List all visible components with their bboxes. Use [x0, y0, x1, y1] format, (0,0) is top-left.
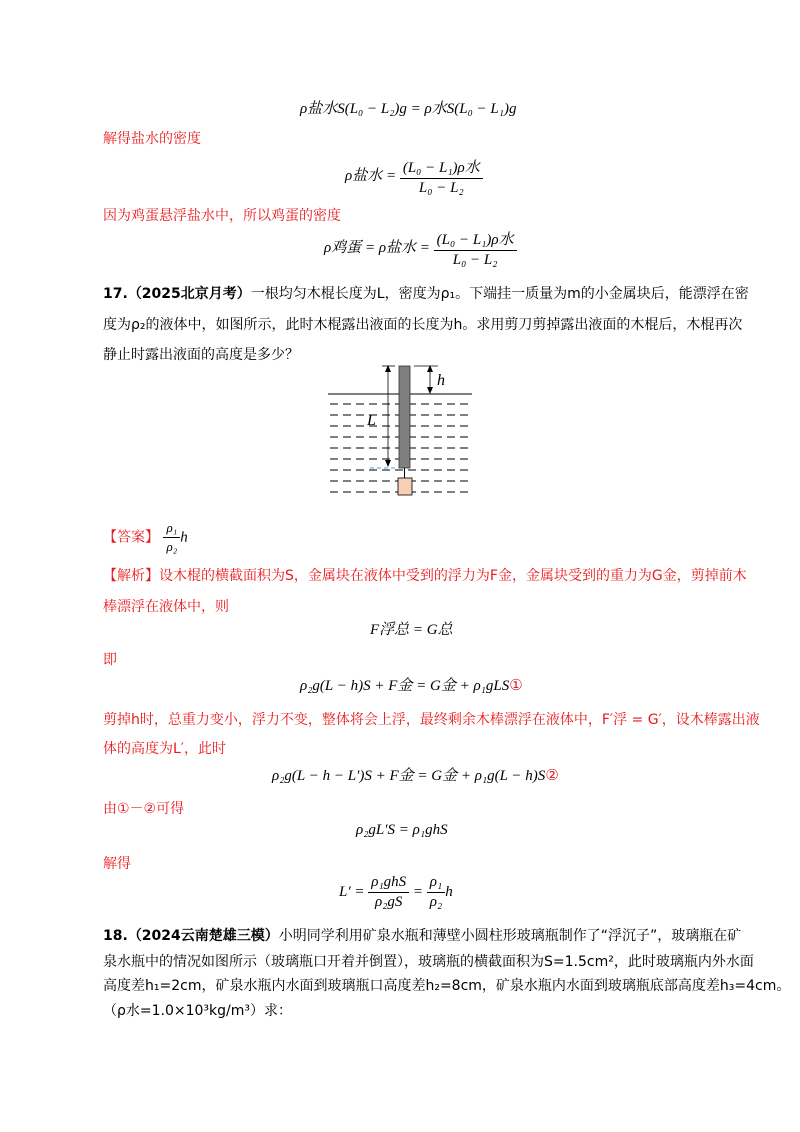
question-17-number: 17.	[103, 286, 128, 302]
answer-variable: h	[180, 529, 188, 546]
floating-stick-figure	[320, 360, 480, 500]
equation-buoyancy-balance: ρ盐水S(L₀ − L₂)g = ρ水S(L₀ − L₁)g	[300, 101, 517, 117]
equation-2-marker: ②	[545, 766, 559, 784]
question-18-line-1	[103, 925, 741, 945]
answer-tag: 【答案】	[103, 529, 159, 546]
question-17-text: 一根均匀木棍长度为L，密度为ρ₁。下端挂一质量为m的小金属块后，能漂浮在密	[250, 286, 749, 302]
equation-3: ρ₂gL′S = ρ₁ghS	[356, 822, 448, 838]
equation-2-text: ρ₂g(L − h − L′)S + F金 = G金 + ρ₁g(L − h)S	[272, 768, 546, 784]
question-18-source: （2024云南楚雄三模）	[127, 928, 279, 944]
analysis-ji: 即	[103, 652, 117, 668]
equation-1-marker: ①	[509, 676, 523, 694]
equation-1	[300, 674, 523, 695]
question-18-line-4: （ρ水=1.0×10³kg/m³）求：	[103, 1003, 292, 1019]
question-17-line-3: 静止时露出液面的高度是多少？	[103, 347, 299, 363]
equation-egg-density	[324, 228, 517, 269]
result-denominator-2: ρ₂	[429, 894, 443, 910]
answer-fraction	[163, 520, 180, 555]
eq2-fraction	[400, 156, 483, 197]
analysis-line-1	[103, 565, 747, 585]
answer-numerator: ρ₁	[163, 520, 180, 538]
analysis-line-5: 由①－②可得	[103, 801, 185, 817]
equation-2	[272, 764, 559, 785]
analysis-tag: 【解析】	[103, 568, 159, 584]
figure-label-h: h	[437, 372, 445, 389]
question-17-source: （2025北京月考）	[127, 286, 251, 302]
eq3-lhs: ρ鸡蛋 = ρ盐水 =	[324, 239, 430, 256]
equation-1-text: ρ₂g(L − h)S + F金 = G金 + ρ₁gLS	[300, 678, 510, 694]
eq2-numerator: (L₀ − L₁)ρ水	[400, 156, 483, 179]
analysis-line-3: 剪掉h时，总重力变小，浮力不变，整体将会上浮，最终剩余木棒漂浮在液体中，F′浮 = G′，设木棒露出液	[103, 712, 760, 728]
eq2-denominator: L₀ − L₂	[418, 180, 464, 196]
result-lhs: L′ =	[339, 883, 365, 900]
figure-label-L: L	[367, 412, 376, 429]
wooden-stick	[399, 366, 410, 468]
result-denominator-1: ρ₂gS	[375, 894, 403, 910]
metal-block	[398, 478, 412, 495]
question-18-text: 小明同学利用矿泉水瓶和薄壁小圆柱形玻璃瓶制作了“浮沉子”，玻璃瓶在矿	[278, 928, 742, 944]
analysis-text-1: 设木棍的横截面积为S，金属块在液体中受到的浮力为F金，金属块受到的重力为G金，剪掉前木	[159, 568, 747, 584]
eq3-denominator: L₀ − L₂	[452, 252, 498, 268]
result-fraction-1	[368, 874, 409, 911]
result-numerator-1: ρ₁ghS	[368, 874, 409, 893]
analysis-line-6: 解得	[103, 856, 131, 872]
eq3-numerator: (L₀ − L₁)ρ水	[434, 228, 517, 251]
equation-salt-water-density	[345, 156, 483, 197]
question-18-number: 18.	[103, 928, 128, 944]
eq2-lhs: ρ盐水 =	[345, 167, 397, 184]
eq3-fraction	[434, 228, 517, 269]
result-numerator-2: ρ₁	[427, 874, 445, 893]
analysis-line-4: 体的高度为L′，此时	[103, 741, 226, 757]
equation-float-total: F浮总 = G总	[370, 622, 453, 638]
result-variable: h	[445, 883, 453, 900]
question-18-line-2: 泉水瓶中的情况如图所示（玻璃瓶口开着并倒置），玻璃瓶的横截面积为S=1.5cm²，此时玻璃瓶内外水面	[103, 954, 754, 970]
answer-line	[103, 520, 188, 555]
analysis-line-2: 棒漂浮在液体中，则	[103, 599, 229, 615]
equation-result: L′ = $\frac{\text{ρ₁ghS}}{\text{ρ₂gS}}$ = $\frac{\text{ρ₁}}{\text{ρ₂}}$ h	[339, 874, 453, 910]
question-17-line-2: 度为ρ₂的液体中，如图所示，此时木棍露出液面的长度为h。求用剪刀剪掉露出液面的木棍后，木棍再次	[103, 317, 743, 333]
answer-denominator: ρ₂	[166, 539, 178, 554]
question-17-line-1	[103, 283, 749, 303]
question-18-line-3: 高度差h₁=2cm，矿泉水瓶内水面到玻璃瓶口高度差h₂=8cm，矿泉水瓶内水面到玻璃瓶底部高度差h₃=4cm。	[103, 978, 791, 994]
result-fraction-2	[427, 874, 445, 911]
text-egg-density: 因为鸡蛋悬浮盐水中，所以鸡蛋的密度	[103, 208, 341, 224]
text-solve-density: 解得盐水的密度	[103, 131, 201, 147]
